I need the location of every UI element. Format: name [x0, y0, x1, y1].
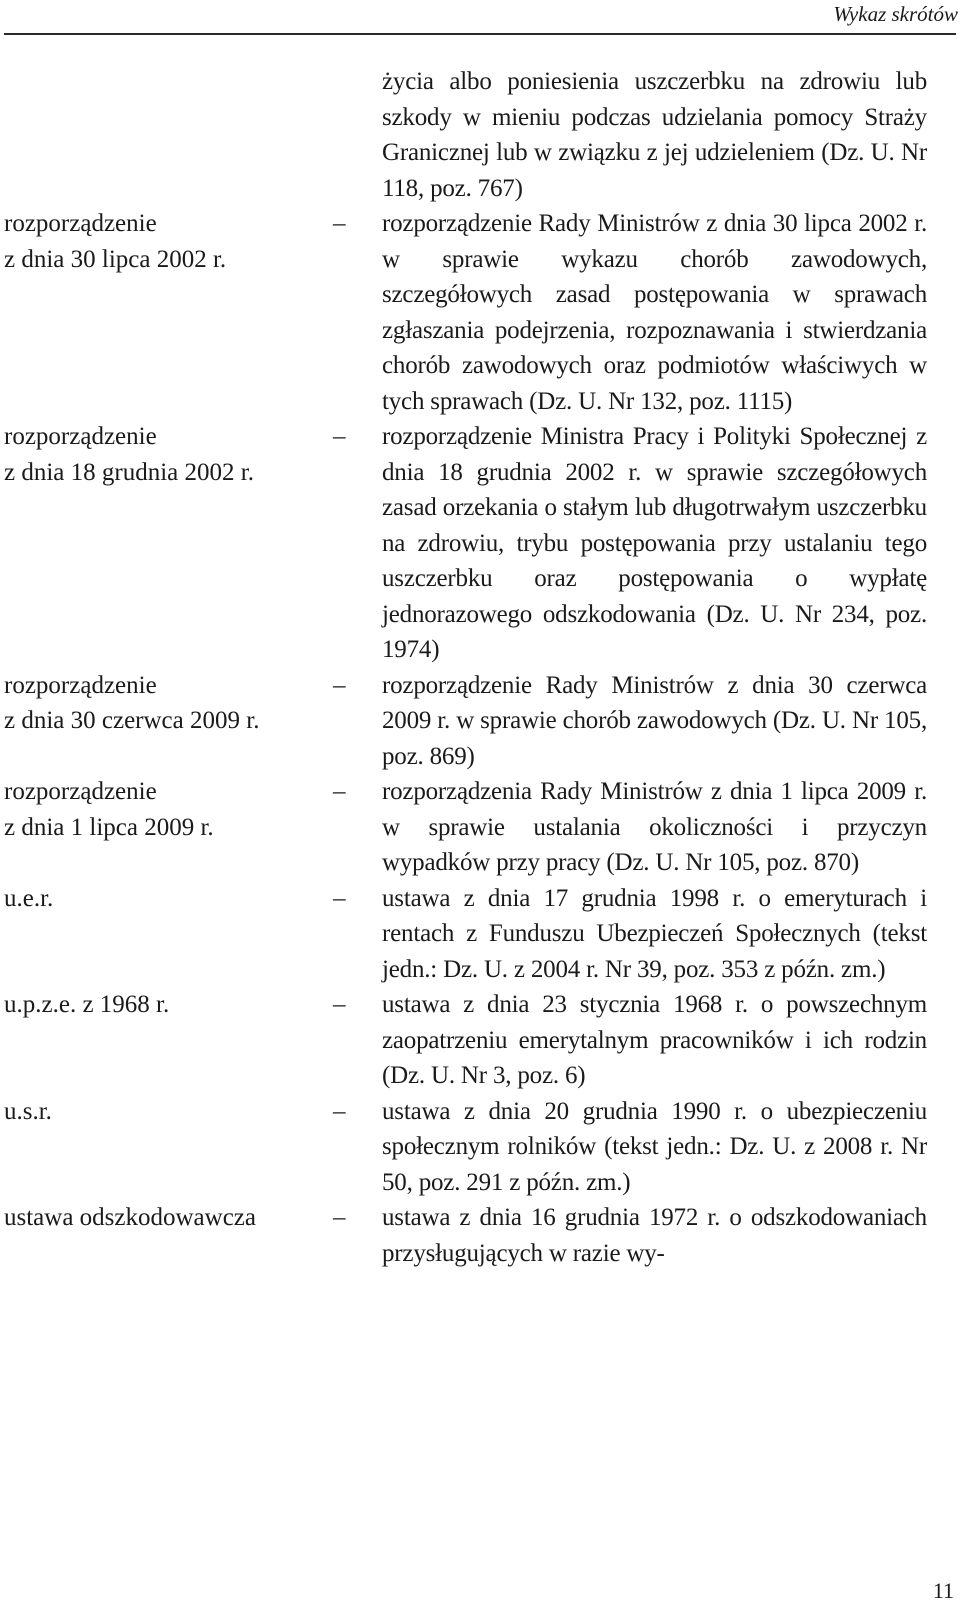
abbreviation-definition: rozporządzenie Rady Ministrów z dnia 30 lipca 2002 r. w sprawie wykazu chorób zawodowych, szczegółowych zasad postępowania w sprawach zgłaszania podejrzenia, rozpoznawania i stwierdzania chorób zawodowych oraz podmiotów właściwych w tych sprawach (Dz. U. Nr 132, poz. 1115) [382, 210, 927, 415]
abbreviation-term [4, 1094, 334, 1130]
entry-dash: – [333, 884, 346, 912]
entry-dash: – [333, 1097, 346, 1125]
term-line: ustawa odszkodowawcza [4, 1204, 256, 1231]
abbreviation-entry [0, 206, 960, 419]
abbreviation-entry [0, 881, 960, 988]
abbreviation-definition: rozporządzenie Ministra Pracy i Polityki Społecznej z dnia 18 grudnia 2002 r. w sprawie szczegółowych zasad orzekania o stałym lub długotrwałym uszczerbku na zdrowiu, trybu postępowania przy ustalaniu tego uszczerbku oraz postępowania o wypłatę jednorazowego odszkodowania (Dz. U. Nr 234, poz. 1974) [382, 423, 927, 663]
continuation-entry [0, 64, 960, 206]
abbreviation-entry [0, 668, 960, 775]
running-header: Wykaz skrótów [833, 2, 958, 26]
term-line: z dnia 30 czerwca 2009 r. [4, 707, 260, 734]
term-line: u.e.r. [4, 884, 54, 912]
term-line: z dnia 18 grudnia 2002 r. [4, 458, 254, 486]
abbreviation-term [4, 419, 334, 490]
term-line: u.p.z.e. z 1968 r. [4, 991, 170, 1018]
continuation-text: życia albo poniesienia uszczerbku na zdrowiu lub szkody w mieniu podczas udzielania pomocy Straży Granicznej lub w związku z jej udzieleniem (Dz. U. Nr 118, poz. 767) [382, 68, 927, 202]
term-line: z dnia 1 lipca 2009 r. [4, 813, 214, 841]
abbreviation-term [4, 987, 334, 1023]
abbreviation-definition: ustawa z dnia 23 stycznia 1968 r. o powszechnym zaopatrzeniu emerytalnym pracowników i ich rodzin (Dz. U. Nr 3, poz. 6) [382, 991, 927, 1089]
abbreviation-term [4, 774, 334, 845]
abbreviation-definition: ustawa z dnia 20 grudnia 1990 r. o ubezpieczeniu społecznym rolników (tekst jedn.: Dz. U. z 2008 r. Nr 50, poz. 291 z późn. zm.) [382, 1097, 927, 1196]
abbreviation-term [4, 206, 334, 277]
entry-dash: – [333, 1204, 346, 1231]
abbreviation-term [4, 881, 334, 917]
term-line: rozporządzenie [4, 671, 157, 699]
entry-dash: – [333, 210, 346, 237]
term-line: rozporządzenie [4, 778, 157, 805]
abbreviation-definition: rozporządzenie Rady Ministrów z dnia 30 czerwca 2009 r. w sprawie chorób zawodowych (Dz. U. Nr 105, poz. 869) [382, 671, 927, 770]
term-line: rozporządzenie [4, 210, 157, 237]
abbreviation-term [4, 1200, 334, 1236]
term-line: rozporządzenie [4, 423, 157, 450]
abbreviation-entry [0, 419, 960, 668]
abbreviation-entry [0, 987, 960, 1094]
entry-dash: – [333, 778, 346, 805]
header-rule [4, 33, 956, 35]
abbreviation-definition: ustawa z dnia 16 grudnia 1972 r. o odszkodowaniach przysługujących w razie wy- [382, 1204, 927, 1267]
abbreviation-definition: ustawa z dnia 17 grudnia 1998 r. o emeryturach i rentach z Funduszu Ubezpieczeń Społecznych (tekst jedn.: Dz. U. z 2004 r. Nr 39, poz. 353 z późn. zm.) [382, 884, 927, 983]
entry-dash: – [333, 423, 346, 450]
abbreviation-list [0, 64, 960, 1271]
page-number: 11 [932, 1578, 954, 1603]
abbreviation-entry [0, 774, 960, 881]
abbreviation-definition: rozporządzenia Rady Ministrów z dnia 1 lipca 2009 r. w sprawie ustalania okoliczności i przyczyn wypadków przy pracy (Dz. U. Nr 105, poz. 870) [382, 778, 927, 876]
abbreviation-entry [0, 1200, 960, 1271]
abbreviation-entry [0, 1094, 960, 1201]
term-line: u.s.r. [4, 1097, 52, 1125]
term-line: z dnia 30 lipca 2002 r. [4, 245, 227, 273]
abbreviation-term [4, 668, 334, 739]
entry-dash: – [333, 671, 346, 699]
entry-dash: – [333, 991, 346, 1018]
